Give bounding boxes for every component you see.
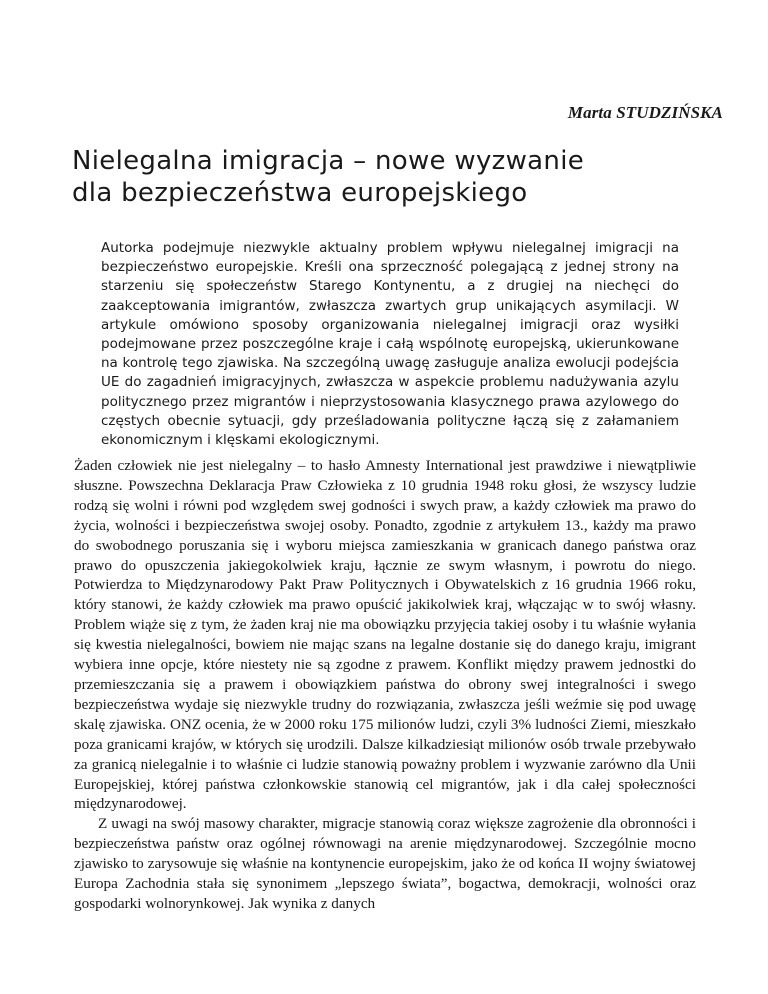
article-abstract: Autorka podejmuje niezwykle aktualny problem wpływu nielegalnej imigracji na bezpieczeństwo europejskie. Kreśli ona sprzeczność polegającą z jednej strony na starzeniu się społeczeństw Starego Kontynentu, a z drugiej na niechęci do zaakceptowania imigrantów, zwłaszcza zwartych grup unikających asymilacji. W artykule omówiono sposoby organizowania nielegalnej imigracji oraz wysiłki podejmowane przez poszczególne kraje i całą wspólnotę europejską, ukierunkowane na kontrolę tego zjawiska. Na szczególną uwagę zasługuje analiza ewolucji podejścia UE do zagadnień imigracyjnych, zwłaszcza w aspekcie problemu nadużywania azylu politycznego przez migrantów i nieprzystosowania klasycznego prawa azylowego do częstych obecnie sytuacji, gdy prześladowania polityczne łączą się z załamaniem ekonomicznym i klęskami ekologicznymi. xyxy=(101,240,679,449)
body-paragraph-2: Z uwagi na swój masowy charakter, migracje stanowią coraz większe zagrożenie dla obronności i bezpieczeństwa państw oraz ogólnej równowagi na arenie międzynarodowej. Szczególnie mocno zjawisko to zarysowuje się właśnie na kontynencie europejskim, jako że od końca II wojny światowej Europa Zachodnia stała się synonimem „lepszego świata”, bogactwa, demokracji, wolności oraz gospodarki wolnorynkowej. Jak wynika z danych xyxy=(74,815,696,912)
article-body xyxy=(74,456,696,914)
article-title xyxy=(72,145,712,209)
article-title-line-2: dla bezpieczeństwa europejskiego xyxy=(72,178,528,208)
article-title-line-1: Nielegalna imigracja – nowe wyzwanie xyxy=(72,146,585,176)
author-name: Marta STUDZIŃSKA xyxy=(567,103,723,122)
body-paragraph-1: Żaden człowiek nie jest nielegalny – to hasło Amnesty International jest prawdziwe i niewątpliwie słuszne. Powszechna Deklaracja Praw Człowieka z 10 grudnia 1948 roku głosi, że wszyscy ludzie rodzą się wolni i równi pod względem swej godności i swych praw, a każdy człowiek ma prawo do życia, wolności i bezpieczeństwa swojej osoby. Ponadto, zgodnie z artykułem 13., każdy ma prawo do swobodnego poruszania się i wyboru miejsca zamieszkania w granicach danego państwa oraz prawo do opuszczenia jakiegokolwiek kraju, łącznie ze swym własnym, i powrotu do niego. Potwierdza to Międzynarodowy Pakt Praw Politycznych i Obywatelskich z 16 grudnia 1966 roku, który stanowi, że każdy człowiek ma prawo opuścić jakikolwiek kraj, włączając w to swój własny. Problem wiąże się z tym, że żaden kraj nie ma obowiązku przyjęcia takiej osoby i tu właśnie wyłania się kwestia nielegalności, bowiem nie mając szans na legalne dostanie się do danego kraju, imigrant wybiera inne opcje, które niestety nie są zgodne z prawem. Konflikt między prawem jednostki do przemieszczania się a prawem i obowiązkiem państwa do obrony swej integralności i swego bezpieczeństwa wydaje się niezwykle trudny do rozwiązania, zwłaszcza jeśli weźmie się pod uwagę skalę zjawiska. ONZ ocenia, że w 2000 roku 175 milionów ludzi, czyli 3% ludności Ziemi, mieszkało poza granicami krajów, w których się urodzili. Dalsze kilkadziesiąt milionów osób trwale przebywało za granicą nielegalnie i to właśnie ci ludzie stanowią poważny problem i wyzwanie zarówno dla Unii Europejskiej, której państwa członkowskie stanowią cel migrantów, jak i dla całej społeczności międzynarodowej. xyxy=(74,457,696,813)
